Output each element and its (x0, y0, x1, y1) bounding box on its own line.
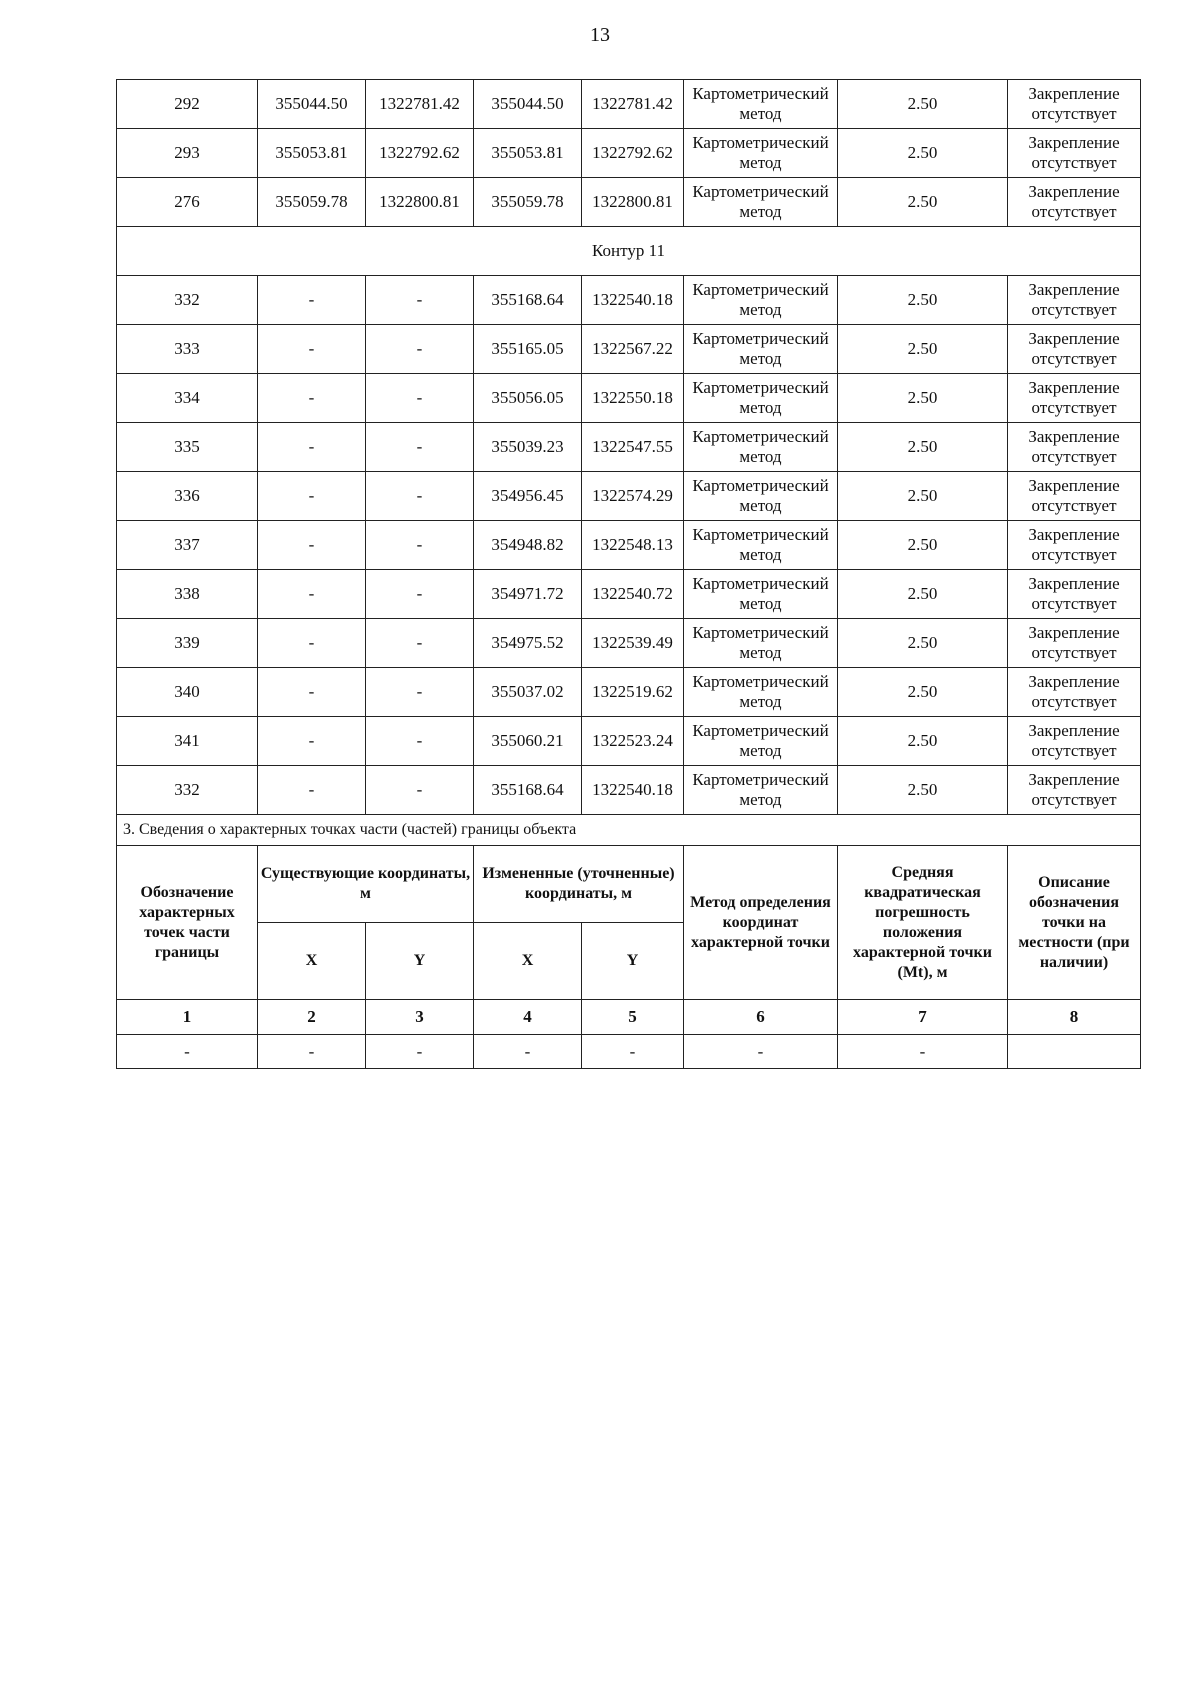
point-cell: 292 (117, 80, 258, 129)
existing-x-cell: - (258, 717, 366, 766)
error-cell: 2.50 (838, 570, 1008, 619)
description-cell: Закрепление отсутствует (1008, 178, 1141, 227)
description-cell: Закрепление отсутствует (1008, 325, 1141, 374)
existing-y-cell: 1322781.42 (366, 80, 474, 129)
method-cell: Картометрический метод (684, 717, 838, 766)
changed-y-cell: 1322781.42 (582, 80, 684, 129)
error-cell: 2.50 (838, 374, 1008, 423)
table-row (117, 619, 1141, 668)
empty-cell: - (838, 1035, 1008, 1069)
method-cell: Картометрический метод (684, 570, 838, 619)
existing-x-cell: - (258, 668, 366, 717)
method-cell: Картометрический метод (684, 521, 838, 570)
changed-x-cell: 355059.78 (474, 178, 582, 227)
table-row (117, 325, 1141, 374)
column-numbers-row (117, 1000, 1141, 1035)
changed-y-cell: 1322540.72 (582, 570, 684, 619)
changed-y-cell: 1322550.18 (582, 374, 684, 423)
changed-x-cell: 354975.52 (474, 619, 582, 668)
column-number: 2 (258, 1000, 366, 1035)
existing-y-cell: - (366, 374, 474, 423)
method-cell: Картометрический метод (684, 423, 838, 472)
existing-y-cell: - (366, 423, 474, 472)
existing-x-cell: - (258, 276, 366, 325)
existing-x-cell: 355059.78 (258, 178, 366, 227)
table-row (117, 668, 1141, 717)
changed-y-cell: 1322548.13 (582, 521, 684, 570)
method-cell: Картометрический метод (684, 472, 838, 521)
changed-y-cell: 1322540.18 (582, 276, 684, 325)
method-cell: Картометрический метод (684, 325, 838, 374)
method-cell: Картометрический метод (684, 668, 838, 717)
existing-x-cell: - (258, 423, 366, 472)
error-cell: 2.50 (838, 178, 1008, 227)
point-cell: 332 (117, 766, 258, 815)
existing-y-cell: - (366, 521, 474, 570)
header-existing-x: X (258, 923, 366, 1000)
table-row (117, 178, 1141, 227)
error-cell: 2.50 (838, 325, 1008, 374)
changed-x-cell: 354948.82 (474, 521, 582, 570)
changed-x-cell: 355056.05 (474, 374, 582, 423)
column-number: 7 (838, 1000, 1008, 1035)
description-cell: Закрепление отсутствует (1008, 668, 1141, 717)
existing-y-cell: - (366, 717, 474, 766)
empty-cell: - (258, 1035, 366, 1069)
existing-y-cell: - (366, 766, 474, 815)
empty-cell (1008, 1035, 1141, 1069)
description-cell: Закрепление отсутствует (1008, 276, 1141, 325)
changed-y-cell: 1322540.18 (582, 766, 684, 815)
changed-x-cell: 355039.23 (474, 423, 582, 472)
table-row (117, 276, 1141, 325)
existing-y-cell: - (366, 325, 474, 374)
description-cell: Закрепление отсутствует (1008, 619, 1141, 668)
point-cell: 276 (117, 178, 258, 227)
changed-x-cell: 355168.64 (474, 276, 582, 325)
empty-cell: - (474, 1035, 582, 1069)
existing-x-cell: - (258, 570, 366, 619)
error-cell: 2.50 (838, 472, 1008, 521)
section3-title: 3. Сведения о характерных точках части (частей) границы объекта (117, 815, 1141, 846)
header-existing-y: Y (366, 923, 474, 1000)
changed-x-cell: 355044.50 (474, 80, 582, 129)
header-row-top (117, 846, 1141, 923)
error-cell: 2.50 (838, 276, 1008, 325)
description-cell: Закрепление отсутствует (1008, 766, 1141, 815)
point-cell: 335 (117, 423, 258, 472)
existing-y-cell: 1322792.62 (366, 129, 474, 178)
rows-contour-group (117, 276, 1141, 815)
description-cell: Закрепление отсутствует (1008, 717, 1141, 766)
table-row (117, 129, 1141, 178)
existing-y-cell: - (366, 570, 474, 619)
point-cell: 293 (117, 129, 258, 178)
table-row (117, 570, 1141, 619)
changed-y-cell: 1322523.24 (582, 717, 684, 766)
table-row (117, 472, 1141, 521)
column-number: 8 (1008, 1000, 1141, 1035)
table-row (117, 717, 1141, 766)
point-cell: 336 (117, 472, 258, 521)
page-number: 13 (590, 24, 610, 46)
error-cell: 2.50 (838, 619, 1008, 668)
existing-x-cell: - (258, 472, 366, 521)
existing-y-cell: - (366, 472, 474, 521)
header-description: Описание обозначения точки на местности (при наличии) (1008, 846, 1141, 1000)
header-col1: Обозначение характерных точек части границы (117, 846, 258, 1000)
point-cell: 340 (117, 668, 258, 717)
error-cell: 2.50 (838, 668, 1008, 717)
description-cell: Закрепление отсутствует (1008, 374, 1141, 423)
table-row (117, 423, 1141, 472)
existing-y-cell: 1322800.81 (366, 178, 474, 227)
point-cell: 337 (117, 521, 258, 570)
changed-x-cell: 354971.72 (474, 570, 582, 619)
existing-y-cell: - (366, 668, 474, 717)
changed-x-cell: 355168.64 (474, 766, 582, 815)
empty-cell: - (582, 1035, 684, 1069)
empty-cell: - (117, 1035, 258, 1069)
section3-title-row (117, 815, 1141, 846)
error-cell: 2.50 (838, 521, 1008, 570)
empty-data-row (117, 1035, 1141, 1069)
error-cell: 2.50 (838, 717, 1008, 766)
description-cell: Закрепление отсутствует (1008, 570, 1141, 619)
existing-y-cell: - (366, 276, 474, 325)
existing-x-cell: - (258, 521, 366, 570)
column-number: 5 (582, 1000, 684, 1035)
changed-y-cell: 1322574.29 (582, 472, 684, 521)
point-cell: 332 (117, 276, 258, 325)
error-cell: 2.50 (838, 129, 1008, 178)
existing-x-cell: - (258, 766, 366, 815)
column-number: 3 (366, 1000, 474, 1035)
existing-x-cell: - (258, 325, 366, 374)
method-cell: Картометрический метод (684, 619, 838, 668)
existing-x-cell: 355053.81 (258, 129, 366, 178)
table-row (117, 521, 1141, 570)
rows-top-group (117, 80, 1141, 227)
error-cell: 2.50 (838, 766, 1008, 815)
header-method: Метод определения координат характерной точки (684, 846, 838, 1000)
changed-y-cell: 1322547.55 (582, 423, 684, 472)
description-cell: Закрепление отсутствует (1008, 423, 1141, 472)
method-cell: Картометрический метод (684, 129, 838, 178)
description-cell: Закрепление отсутствует (1008, 80, 1141, 129)
method-cell: Картометрический метод (684, 374, 838, 423)
existing-x-cell: 355044.50 (258, 80, 366, 129)
table-row (117, 374, 1141, 423)
error-cell: 2.50 (838, 423, 1008, 472)
point-cell: 338 (117, 570, 258, 619)
changed-y-cell: 1322519.62 (582, 668, 684, 717)
header-error: Средняя квадратическая погрешность положения характерной точки (Mt), м (838, 846, 1008, 1000)
existing-x-cell: - (258, 374, 366, 423)
error-cell: 2.50 (838, 80, 1008, 129)
method-cell: Картометрический метод (684, 80, 838, 129)
changed-y-cell: 1322792.62 (582, 129, 684, 178)
point-cell: 333 (117, 325, 258, 374)
header-changed: Измененные (уточненные) координаты, м (474, 846, 684, 923)
table-row (117, 766, 1141, 815)
changed-y-cell: 1322800.81 (582, 178, 684, 227)
description-cell: Закрепление отсутствует (1008, 129, 1141, 178)
header-changed-y: Y (582, 923, 684, 1000)
existing-x-cell: - (258, 619, 366, 668)
contour-label: Контур 11 (117, 227, 1141, 276)
method-cell: Картометрический метод (684, 178, 838, 227)
description-cell: Закрепление отсутствует (1008, 521, 1141, 570)
header-existing: Существующие координаты, м (258, 846, 474, 923)
coordinates-table (116, 79, 1141, 1069)
table-row (117, 80, 1141, 129)
existing-y-cell: - (366, 619, 474, 668)
header-changed-x: X (474, 923, 582, 1000)
changed-x-cell: 355060.21 (474, 717, 582, 766)
point-cell: 334 (117, 374, 258, 423)
changed-x-cell: 355053.81 (474, 129, 582, 178)
changed-y-cell: 1322539.49 (582, 619, 684, 668)
method-cell: Картометрический метод (684, 276, 838, 325)
changed-x-cell: 355165.05 (474, 325, 582, 374)
changed-x-cell: 355037.02 (474, 668, 582, 717)
changed-x-cell: 354956.45 (474, 472, 582, 521)
empty-cell: - (684, 1035, 838, 1069)
column-number: 4 (474, 1000, 582, 1035)
changed-y-cell: 1322567.22 (582, 325, 684, 374)
column-number: 6 (684, 1000, 838, 1035)
point-cell: 339 (117, 619, 258, 668)
point-cell: 341 (117, 717, 258, 766)
empty-cell: - (366, 1035, 474, 1069)
method-cell: Картометрический метод (684, 766, 838, 815)
contour-header-row (117, 227, 1141, 276)
description-cell: Закрепление отсутствует (1008, 472, 1141, 521)
column-number: 1 (117, 1000, 258, 1035)
